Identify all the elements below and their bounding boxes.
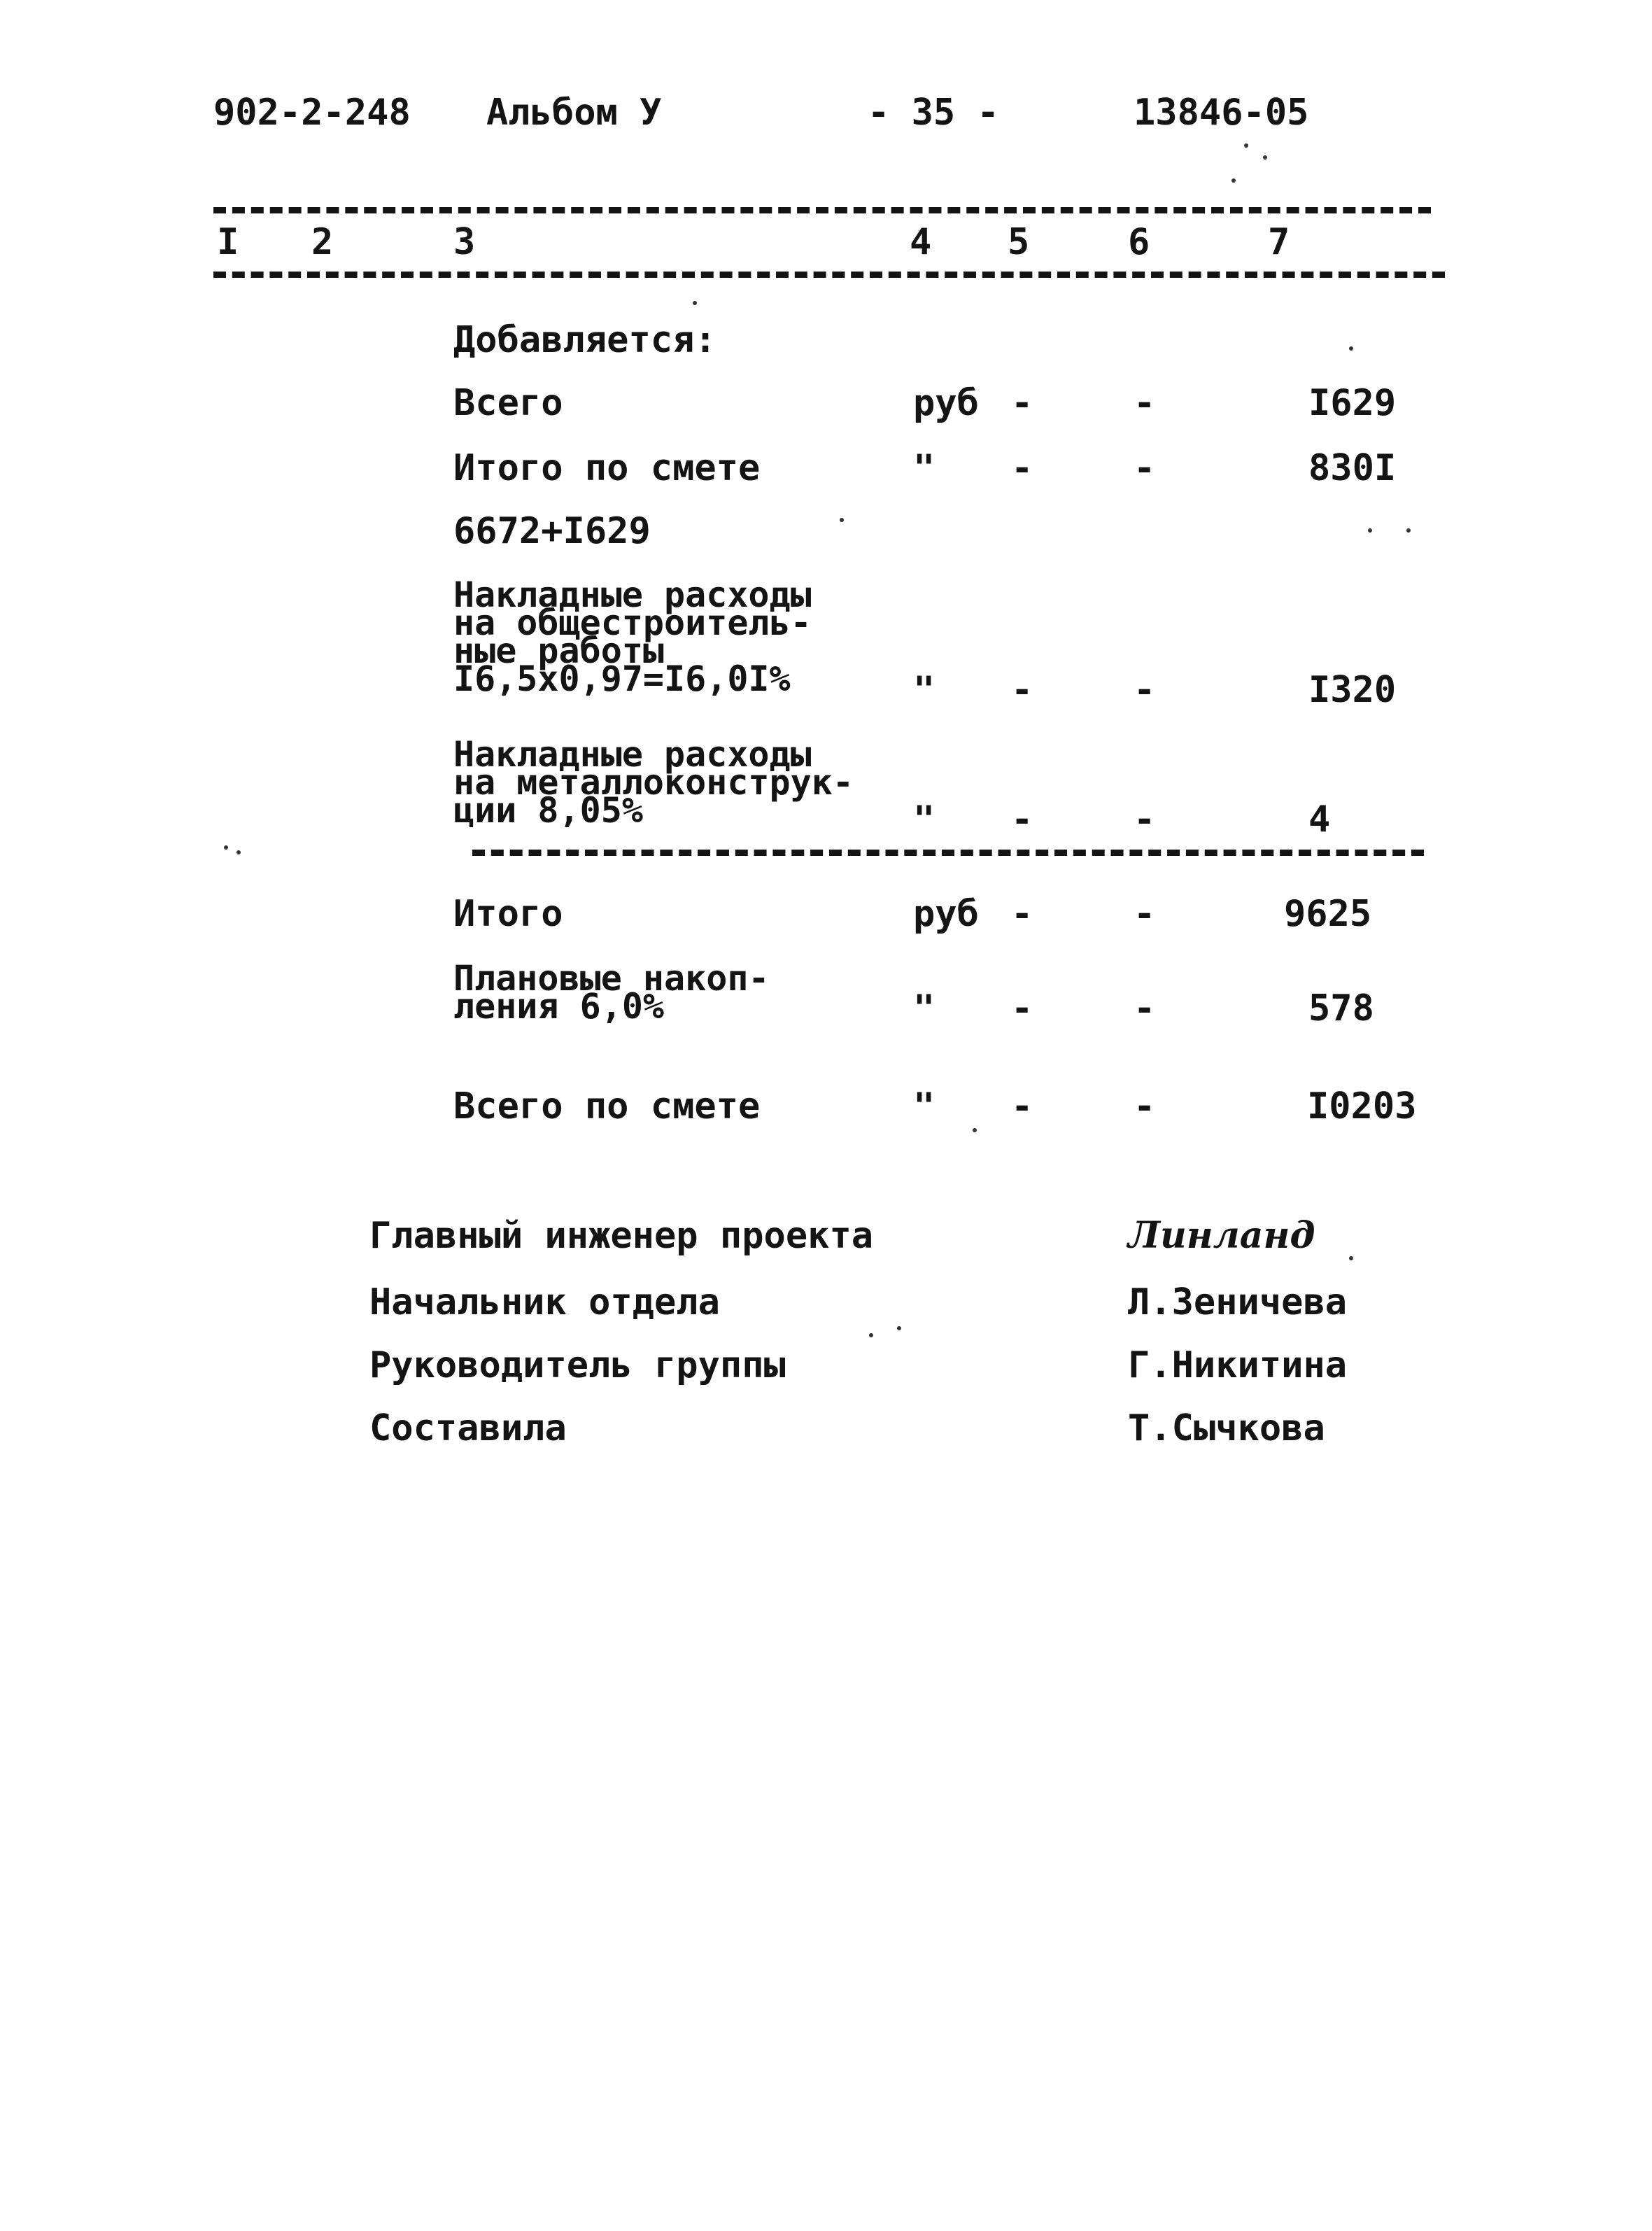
row-col5: - [1011,382,1033,424]
row-value: 9625 [1284,893,1372,935]
row-col6: - [1134,893,1156,935]
album-label: Альбом У [486,92,662,134]
scan-speck [840,518,844,522]
scan-speck [1263,155,1267,160]
row-col5: - [1011,893,1033,935]
row-col6: - [1134,987,1156,1029]
row-unit: " [913,987,936,1029]
scan-speck [1231,178,1236,183]
doc-code: 902-2-248 [213,92,411,134]
row-unit: " [913,1085,936,1127]
row-col5: - [1011,669,1033,711]
column-header-6: 6 [1128,221,1150,263]
scan-speck [869,1333,873,1337]
scan-speck [224,845,228,850]
column-header-2: 2 [311,221,334,263]
signature-name: Т.Сычкова [1128,1407,1325,1449]
scan-speck [973,1128,977,1132]
row-value: 578 [1308,987,1374,1029]
row-label: Плановые накоп- ления 6,0% [453,958,770,1027]
row-col6: - [1134,382,1156,424]
scan-speck [1406,528,1411,533]
signature-name: Г.Никитина [1128,1344,1348,1386]
scan-speck [897,1326,901,1330]
signature-role: Начальник отдела [369,1281,720,1323]
row-col6: - [1134,447,1156,489]
subtotal-rule [472,850,1424,856]
scan-speck [1368,528,1372,533]
signature-name: Линланд [1128,1214,1315,1257]
row-value: I629 [1308,382,1397,424]
row-col5: - [1011,987,1033,1029]
column-header-3: 3 [453,221,476,263]
row-unit: " [913,669,936,711]
row-label: Всего [453,382,563,424]
column-header-4: 4 [910,221,932,263]
scan-speck [236,850,241,854]
row-col6: - [1134,1085,1156,1127]
row-label: Итого по смете [453,447,761,489]
row-label: Накладные расходы на металлоконструк- ции 8,05% [453,734,854,831]
scan-speck [1244,143,1248,148]
signature-name: Л.Зеничева [1128,1281,1348,1323]
row-label: Итого [453,893,563,935]
row-label: Накладные расходы на общестроитель- ные работы I6,5x0,97=I6,0I% [453,575,812,699]
column-header-7: 7 [1268,221,1290,263]
row-unit: " [913,447,936,489]
row-unit: руб [913,893,979,935]
document-number: 13846-05 [1134,92,1309,134]
row-unit: руб [913,382,979,424]
header-bottom-rule [213,272,1445,278]
row-col6: - [1134,798,1156,840]
scan-speck [1349,1256,1353,1260]
row-value: 4 [1308,798,1331,840]
row-value: 830I [1308,447,1397,489]
column-header-5: 5 [1008,221,1030,263]
row-col6: - [1134,669,1156,711]
row-col5: - [1011,1085,1033,1127]
row-label: Всего по смете [453,1085,761,1127]
scan-speck [693,301,697,305]
row-value: I320 [1308,669,1397,711]
row-value: I0203 [1307,1085,1417,1127]
scan-speck [1349,346,1353,351]
header-top-rule [213,207,1431,213]
row-unit: " [913,798,936,840]
page-number: - 35 - [868,92,999,134]
row-col5: - [1011,447,1033,489]
signature-role: Руководитель группы [369,1344,786,1386]
signature-role: Составила [369,1407,567,1449]
row-label: Добавляется: [453,319,716,361]
column-header-1: I [217,221,239,263]
row-col5: - [1011,798,1033,840]
row-label: 6672+I629 [453,510,651,552]
signature-role: Главный инженер проекта [369,1215,874,1257]
